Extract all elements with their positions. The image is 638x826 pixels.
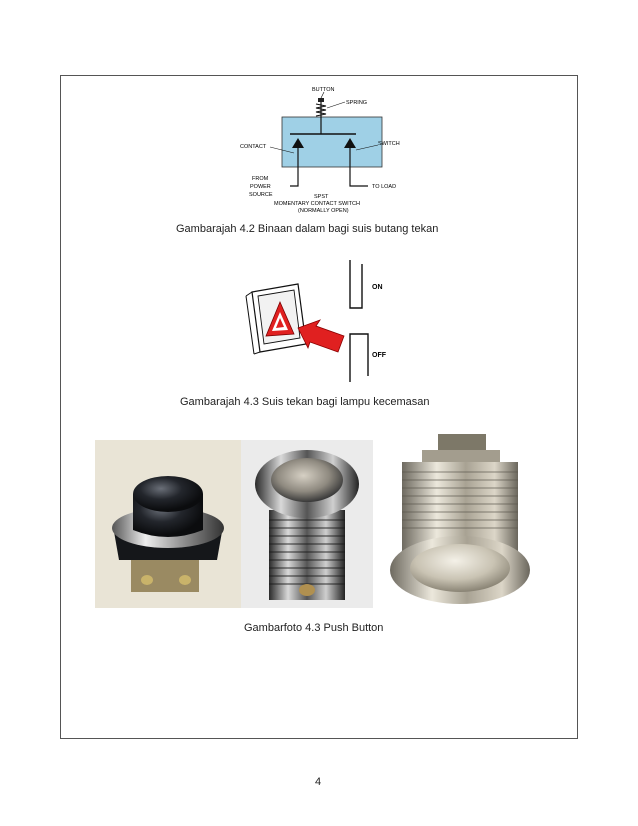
label-spst: SPST	[314, 194, 329, 200]
label-spring: SPRING	[346, 100, 368, 106]
caption-figure-4-3: Gambarajah 4.3 Suis tekan bagi lampu kecemasan	[180, 396, 430, 408]
label-button: BUTTON	[312, 87, 335, 93]
page-number: 4	[315, 776, 322, 788]
label-source: SOURCE	[249, 192, 273, 198]
button-cap	[318, 98, 324, 102]
photo-black-cap-push-button	[95, 440, 241, 608]
label-momentary: MOMENTARY CONTACT SWITCH	[274, 201, 360, 207]
label-on: ON	[372, 284, 383, 291]
caption-photo-4-3: Gambarfoto 4.3 Push Button	[244, 622, 384, 634]
label-switch: SWITCH	[378, 141, 400, 147]
photo-nickel-dome-push-button	[376, 432, 544, 608]
label-from: FROM	[252, 176, 269, 182]
photo-chrome-flat-push-button	[241, 440, 373, 608]
caption-figure-4-2: Gambarajah 4.2 Binaan dalam bagi suis butang tekan	[176, 223, 439, 235]
label-power: POWER	[250, 184, 271, 190]
spst-switch-diagram	[232, 82, 422, 220]
off-state-bracket	[350, 334, 368, 382]
label-to-load: TO LOAD	[372, 184, 397, 190]
label-normally-open: (NORMALLY OPEN)	[298, 208, 349, 214]
hazard-switch-diagram	[244, 256, 414, 386]
on-state-bracket	[350, 260, 362, 308]
label-contact: CONTACT	[240, 144, 267, 150]
label-off: OFF	[372, 352, 386, 359]
press-arrow-icon	[298, 320, 344, 352]
